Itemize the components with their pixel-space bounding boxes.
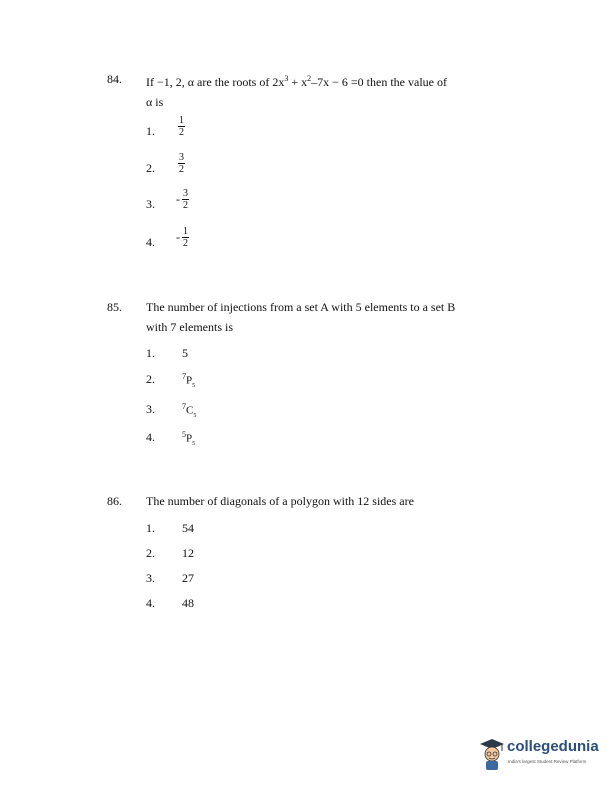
option-86-4[interactable] bbox=[146, 596, 346, 622]
fraction: - 1 2 bbox=[176, 226, 188, 249]
option-number: 2. bbox=[146, 372, 155, 386]
fraction: 1 2 bbox=[179, 115, 184, 138]
option-value: 54 bbox=[182, 521, 194, 535]
student-mascot-icon bbox=[478, 736, 506, 772]
brand-name: collegedunia bbox=[507, 738, 599, 755]
question-text-line2: with 7 elements is bbox=[146, 320, 233, 334]
option-number: 1. bbox=[146, 521, 155, 535]
option-84-1[interactable] bbox=[146, 115, 346, 150]
option-number: 3. bbox=[146, 571, 155, 585]
question-number: 84. bbox=[107, 72, 122, 86]
option-85-4[interactable] bbox=[146, 430, 346, 456]
permutation-notation: $^5P_5$ bbox=[182, 430, 196, 447]
brand-tagline: India's largest Student Review Platform bbox=[508, 759, 587, 764]
option-number: 1. bbox=[146, 346, 155, 360]
option-85-3[interactable] bbox=[146, 402, 346, 428]
option-86-2[interactable] bbox=[146, 546, 346, 572]
option-86-1[interactable] bbox=[146, 521, 346, 547]
option-number: 4. bbox=[146, 430, 155, 444]
option-value: 5 bbox=[182, 346, 188, 360]
option-number: 2. bbox=[146, 546, 155, 560]
option-value: 27 bbox=[182, 571, 194, 585]
fraction: 3 2 bbox=[179, 152, 184, 175]
collegedunia-logo bbox=[478, 736, 598, 776]
option-85-1[interactable] bbox=[146, 346, 346, 372]
question-number: 86. bbox=[107, 494, 122, 508]
option-number: 2. bbox=[146, 161, 155, 175]
fraction: - 3 2 bbox=[176, 188, 188, 211]
option-value: 48 bbox=[182, 596, 194, 610]
option-value: 12 bbox=[182, 546, 194, 560]
option-number: 4. bbox=[146, 235, 155, 249]
permutation-notation: $^7P_5$ bbox=[182, 372, 196, 389]
question-number: 85. bbox=[107, 300, 122, 314]
option-number: 1. bbox=[146, 124, 155, 138]
question-text: The number of diagonals of a polygon with 12 sides are bbox=[146, 494, 414, 508]
question-text bbox=[146, 69, 506, 112]
option-86-3[interactable] bbox=[146, 571, 346, 597]
question-text-line2: α is bbox=[146, 95, 164, 109]
question-text-line1: The number of injections from a set A with 5 elements to a set B bbox=[146, 300, 456, 314]
option-number: 4. bbox=[146, 596, 155, 610]
question-text bbox=[146, 297, 506, 337]
question-text-line1: If −1, 2, α are the roots of $2x^3 + x^2-7x - 6 =0$ then the value of bbox=[146, 74, 447, 89]
option-number: 3. bbox=[146, 197, 155, 211]
option-84-2[interactable] bbox=[146, 152, 346, 187]
option-84-3[interactable] bbox=[146, 188, 346, 223]
option-84-4[interactable] bbox=[146, 226, 346, 261]
option-number: 3. bbox=[146, 402, 155, 416]
option-85-2[interactable] bbox=[146, 372, 346, 398]
combination-notation: $^7C_5$ bbox=[182, 402, 197, 419]
